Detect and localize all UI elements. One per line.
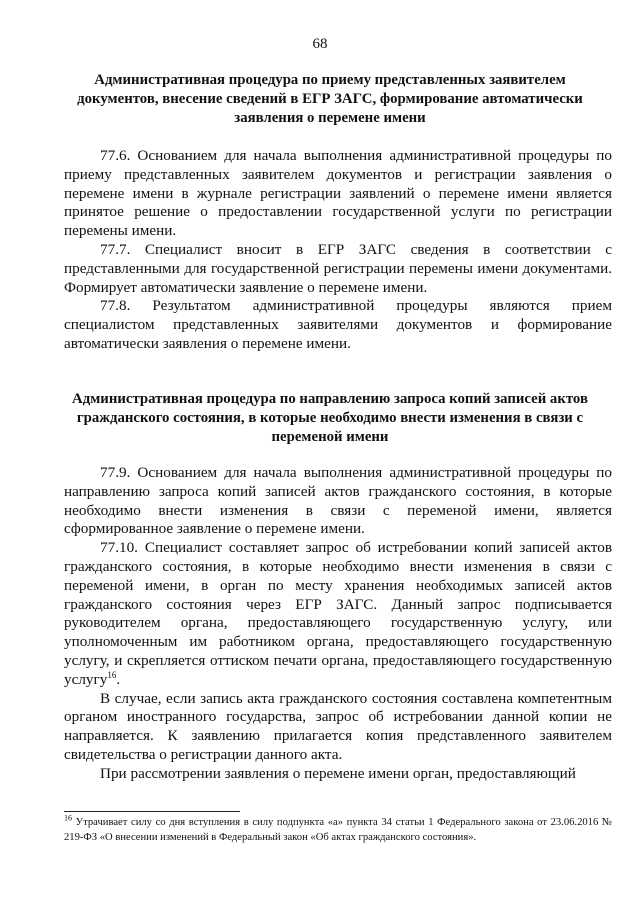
paragraph-77-10-end: . [116,670,121,688]
paragraph-77-7: 77.7. Специалист вносит в ЕГР ЗАГС сведения в соответствии с представленными для государственной регистрации перемены имени документами. Формирует автоматически заявление о перемене имени. [64,240,612,296]
section-body-2 [64,464,612,784]
section-heading-2: Административная процедура по направлению запроса копий записей актов гражданского состояния, в которые необходимо внести изменения в связи с переменой имени [72,391,588,445]
paragraph-77-9: 77.9. Основанием для начала выполнения административной процедуры по направлению запроса копий записей актов гражданского состояния, в которые необходимо внести изменения в связи с переменой имени, является сформированное заявление о перемене имени. [64,464,612,538]
paragraph-77-8: 77.8. Результатом административной процедуры являются прием специалистом представленных заявителями документов и формирование автоматически заявления о перемене имени. [64,297,612,352]
footnote [64,813,612,845]
paragraph-foreign-record: В случае, если запись акта гражданского состояния составлена компетентным органом иностранного государства, запрос об истребовании данной копии не направляется. К заявлению прилагается копия представленного заявителем свидетельства о регистрации данного акта. [64,689,612,763]
page-number: 68 [312,36,328,52]
section-body-1 [64,147,612,354]
footnote-reference: 16 [107,669,117,680]
section-heading-1: Административная процедура по приему представленных заявителем документов, внесение сведений в ЕГР ЗАГС, формирование автоматически заявления о перемене имени [77,72,583,126]
footnote-text: Утрачивает силу со дня вступления в силу подпункта «а» пункта 34 статьи 1 Федерального закона от 23.06.2016 № 219-ФЗ «О внесении изменений в Федеральный закон «Об актах гражданского состояния». [64,817,612,843]
footnote-divider [64,811,240,812]
paragraph-consideration: При рассмотрении заявления о перемене имени орган, предоставляющий [100,764,576,782]
paragraph-77-10-text: 77.10. Специалист составляет запрос об истребовании копий записей актов гражданского состояния, в которые необходимо внести изменения в связи с переменой имени, в орган по месту хранения необходимых записей актов гражданского состояния через ЕГР ЗАГС. Данный запрос подписывается руководителем органа, предоставляющего государственную услугу, или уполномоченным им работником органа, предоставляющего государственную услугу, и скрепляется оттиском печати органа, предоставляющего государственную услугу [64,539,612,688]
footnote-number: 16 [64,813,72,823]
paragraph-77-10 [64,539,612,689]
paragraph-77-6: 77.6. Основанием для начала выполнения административной процедуры по приему представленных заявителем документов и регистрации заявления о перемене имени в журнале регистрации заявлений о перемене имени является принятое решение о предоставлении государственной услуги по регистрации перемены имени. [64,147,612,240]
